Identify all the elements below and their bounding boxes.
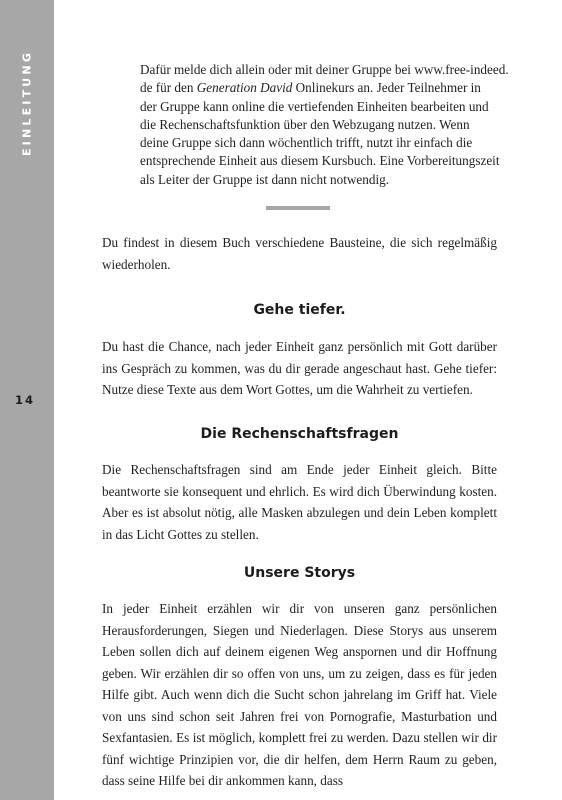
intro-line: Onlinekurs an. Jeder Teilnehmer in bbox=[292, 80, 481, 96]
page-number: 14 bbox=[15, 393, 36, 407]
intro-line: als Leiter der Gruppe ist dann nicht notwendig. bbox=[140, 171, 390, 187]
intro-line: entsprechende Einheit aus diesem Kursbuch. Eine Vorbereitungszeit bbox=[140, 153, 500, 169]
intro-line: Dafür melde dich allein oder mit deiner Gruppe bei www.free-indeed. bbox=[140, 62, 509, 77]
heading-rechenschaftsfragen: Die Rechenschaftsfragen bbox=[200, 426, 399, 442]
intro-line: deine Gruppe sich dann wöchentlich trifft, nutzt ihr einfach die bbox=[140, 135, 473, 151]
section-label: EINLEITUNG bbox=[20, 49, 34, 157]
intro-line: die Rechenschaftsfunktion über den Webzugang nutzen. Wenn bbox=[140, 116, 470, 132]
rechenschaftsfragen-paragraph: Die Rechenschaftsfragen sind am Ende jeder Einheit gleich. Bitte beantworte sie konsequent und ehrlich. Es wird dich Überwindung kosten. Aber es ist absolut nötig, alle Masken abzulegen und dein Leben komplett in das Licht Gottes zu stellen. bbox=[102, 462, 497, 542]
section-divider bbox=[266, 206, 330, 210]
intro-line: der Gruppe kann online die vertiefenden Einheiten bearbeiten und bbox=[140, 98, 489, 114]
intro-line: de für den bbox=[140, 80, 197, 96]
gehe-tiefer-paragraph: Du hast die Chance, nach jeder Einheit ganz persönlich mit Gott darüber ins Gespräch zu kommen, was du dir gerade angeschaut hast. Gehe tiefer: Nutze diese Texte aus dem Wort Gottes, um die Wahrheit zu vertiefen. bbox=[102, 339, 497, 397]
heading-unsere-storys: Unsere Storys bbox=[243, 565, 356, 581]
bausteine-paragraph: Du findest in diesem Buch verschiedene Bausteine, die sich regelmäßig wiederholen. bbox=[102, 235, 497, 272]
storys-paragraph: In jeder Einheit erzählen wir dir von unseren ganz persönlichen Herausforderungen, Siegen und Niederlagen. Diese Storys aus unserem Leben sollen dich auf deinem eigenen Weg anspornen und dir Hoffnung geben. Wir erzählen dir so offen von uns, um zu zeigen, dass es für jeden Hilfe gibt. Auch wenn dich die Sucht schon jahrelang im Griff hat. Viele von uns sind schon seit Jahren frei von Pornografie, Masturbation und Sexfantasien. Es ist möglich, komplett frei zu werden. Dazu stellen wir dir fünf wichtige Prinzipien vor, die dir helfen, dem Herrn Raum zu geben, dass seine Hilfe bei dir ankommen kann, dass bbox=[102, 601, 497, 788]
intro-paragraph bbox=[140, 61, 510, 189]
heading-gehe-tiefer: Gehe tiefer. bbox=[253, 302, 346, 318]
course-title: Generation David bbox=[196, 80, 293, 96]
